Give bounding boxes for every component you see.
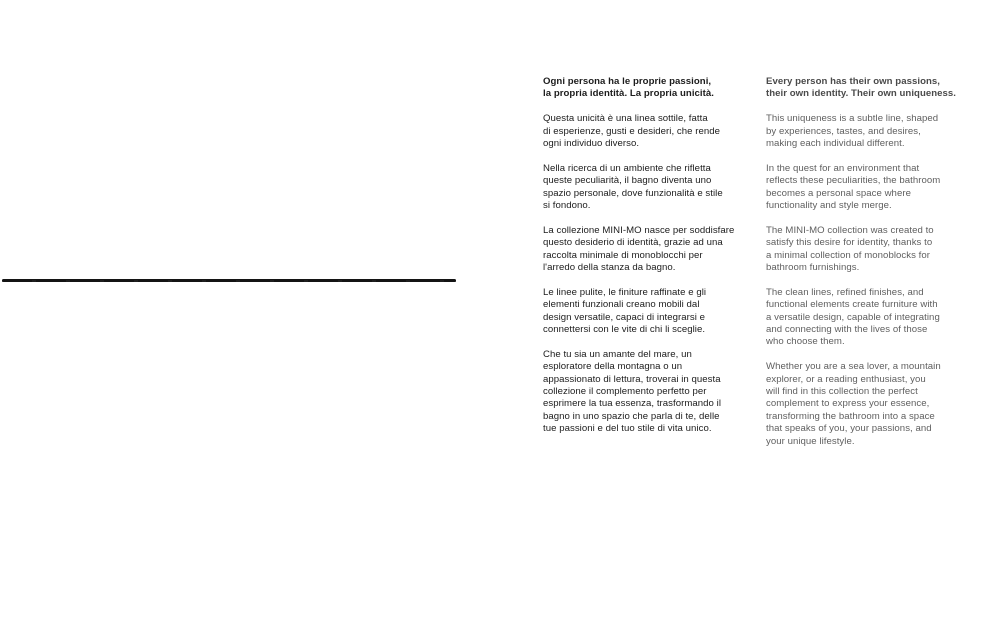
italian-paragraph-3: La collezione MINI-MO nasce per soddisfare questo desiderio di identità, grazie ad una raccolta minimale di monoblocchi per l'arredo della stanza da bagno.	[543, 224, 735, 274]
english-paragraph-4: The clean lines, refined finishes, and functional elements create furniture with a versatile design, capable of integrating and connecting with the lives of those who choose them.	[766, 286, 940, 348]
english-paragraph-3: The MINI-MO collection was created to satisfy this desire for identity, thanks to a minimal collection of monoblocks for bathroom furnishings.	[766, 224, 934, 274]
italian-paragraph-1: Questa unicità è una linea sottile, fatta di esperienze, gusti e desideri, che rende ogni individuo diverso.	[543, 113, 721, 150]
italian-paragraph-2: Nella ricerca di un ambiente che rifletta queste peculiarità, il bagno diventa uno spazio personale, dove funzionalità e stile si fondono.	[543, 162, 723, 212]
english-paragraph-5: Whether you are a sea lover, a mountain explorer, or a reading enthusiast, you will find in this collection the perfect complement to express your essence, transforming the bathroom into a space that speaks of you, your passions, and your unique lifestyle.	[766, 361, 941, 447]
italian-paragraph-4: Le linee pulite, le finiture raffinate e gli elementi funzionali creano mobili dal design versatile, capaci di integrarsi e connettersi con le vite di chi li sceglie.	[543, 286, 707, 336]
italian-paragraph-5: Che tu sia un amante del mare, un esploratore della montagna o un appassionato di lettura, troverai in questa collezione il complemento perfetto per esprimere la tua essenza, trasformando il bagno in uno spazio che parla di te, delle tue passioni e del tuo stile di vita unico.	[543, 348, 722, 435]
italian-heading: Ogni persona ha le proprie passioni, la propria identità. La propria unicità.	[543, 76, 714, 100]
decorative-horizontal-rule	[2, 279, 456, 282]
italian-text-column	[543, 76, 738, 448]
english-heading: Every person has their own passions, their own identity. Their own uniqueness.	[766, 76, 957, 100]
english-paragraph-2: In the quest for an environment that reflects these peculiarities, the bathroom becomes a personal space where functionality and style merge.	[766, 162, 941, 212]
english-text-column	[766, 76, 961, 461]
english-paragraph-1: This uniqueness is a subtle line, shaped by experiences, tastes, and desires, making each individual different.	[766, 113, 939, 150]
